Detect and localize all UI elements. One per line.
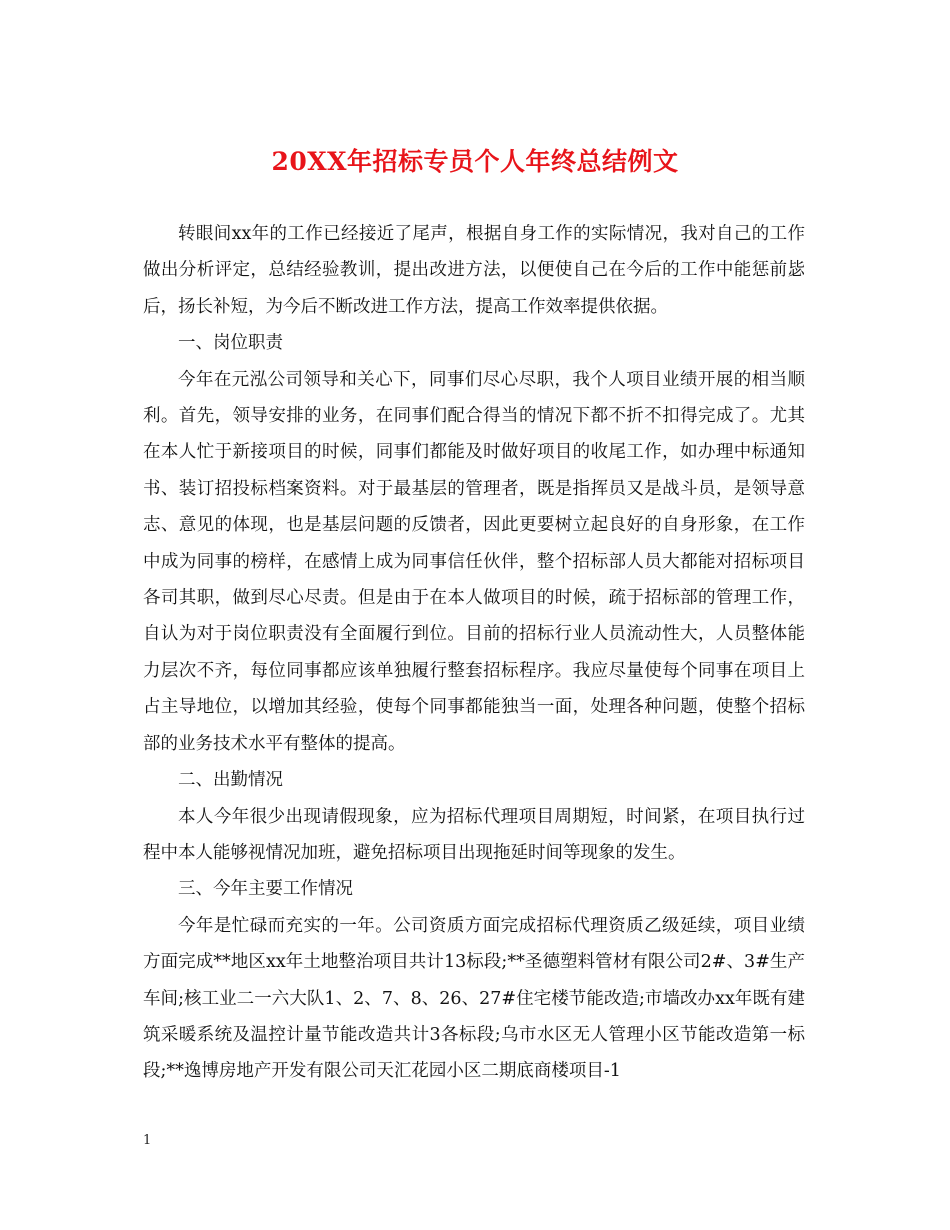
section-heading-main-work: 三、今年主要工作情况	[178, 879, 353, 900]
section-heading-duties: 一、岗位职责	[178, 333, 283, 354]
section-heading-attendance: 二、出勤情况	[178, 770, 283, 791]
main-work-paragraph: 今年是忙碌而充实的一年。公司资质方面完成招标代理资质乙级延续，项目业绩方面完成**地区xx年土地整治项目共计13标段;**圣德塑料管材有限公司2#、3#生产车间;核工业二一六大队1、2、7、8、26、27#住宅楼节能改造;市墙改办xx年既有建筑采暖系统及温控计量节能改造共计3各标段;乌市水区无人管理小区节能改造第一标段;**逸博房地产开发有限公司天汇花园小区二期底商楼项目-1	[143, 915, 805, 1082]
duties-paragraph: 今年在元泓公司领导和关心下，同事们尽心尽职，我个人项目业绩开展的相当顺利。首先，领导安排的业务，在同事们配合得当的情况下都不折不扣得完成了。尤其在本人忙于新接项目的时候，同事们都能及时做好项目的收尾工作，如办理中标通知书、装订招投标档案资料。对于最基层的管理者，既是指挥员又是战斗员，是领导意志、意见的体现，也是基层问题的反馈者，因此更要树立起良好的自身形象，在工作中成为同事的榜样，在感情上成为同事信任伙伴，整个招标部人员大都能对招标项目各司其职，做到尽心尽责。但是由于在本人做项目的时候，疏于招标部的管理工作，自认为对于岗位职责没有全面履行到位。目前的招标行业人员流动性大，人员整体能力层次不齐，每位同事都应该单独履行整套招标程序。我应尽量使每个同事在项目上占主导地位，以增加其经验，使每个同事都能独当一面，处理各种问题，使整个招标部的业务技术水平有整体的提高。	[143, 369, 805, 754]
attendance-paragraph: 本人今年很少出现请假现象，应为招标代理项目周期短，时间紧，在项目执行过程中本人能够视情况加班，避免招标项目出现拖延时间等现象的发生。	[143, 806, 805, 863]
page-number: 1	[143, 1133, 152, 1148]
document-title: 20XX年招标专员个人年终总结例文	[271, 147, 679, 176]
document-body	[143, 216, 805, 1090]
intro-paragraph: 转眼间xx年的工作已经接近了尾声，根据自身工作的实际情况，我对自己的工作做出分析评定，总结经验教训，提出改进方法，以便使自己在今后的工作中能惩前毖后，扬长补短，为今后不断改进工作方法，提高工作效率提供依据。	[143, 224, 805, 317]
